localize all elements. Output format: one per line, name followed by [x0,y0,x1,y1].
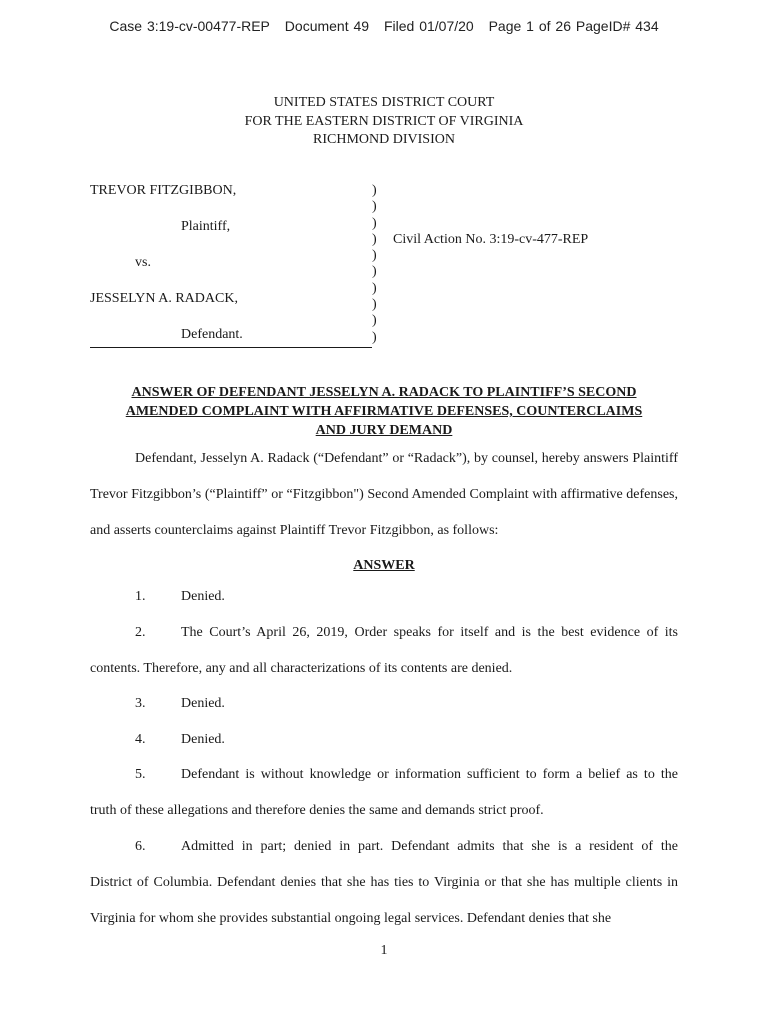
paragraph-text: Denied. [181,589,225,604]
paragraph-number: 5. [135,767,146,782]
civil-action-number: Civil Action No. 3:19-cv-477-REP [393,232,589,247]
versus: vs. [135,255,151,270]
defendant-name: JESSELYN A. RADACK, [90,291,238,306]
paragraph-text: Admitted in part; denied in part. Defendant admits that she is a resident of the [181,839,678,854]
paragraph-number: 3. [135,696,146,711]
court-heading [0,94,768,150]
answer-paragraph-2-continued: contents. Therefore, any and all characterizations of its contents are denied. [90,661,513,676]
answer-paragraph-4 [135,722,678,758]
title-line-2: AMENDED COMPLAINT WITH AFFIRMATIVE DEFENSES, COUNTERCLAIMS [125,404,643,419]
intro-paragraph: Defendant, Jesselyn A. Radack (“Defendant” or “Radack”), by counsel, hereby answers Plaintiff Trevor Fitzgibbon’s (“Plaintiff” or “Fitzgibbon") Second Amended Complaint with affirmative defenses, and asserts counterclaims against Plaintiff Trevor Fitzgibbon, as follows: [90,451,678,538]
paragraph-number: 2. [135,625,146,640]
title-line-3: AND JURY DEMAND [315,423,453,438]
title-line-1: ANSWER OF DEFENDANT JESSELYN A. RADACK TO PLAINTIFF’S SECOND [131,385,637,400]
court-line-1: UNITED STATES DISTRICT COURT [273,95,495,110]
filed-date: Filed 01/07/20 [383,18,474,34]
answer-paragraph-3 [135,686,678,722]
answer-paragraph-6-continued: District of Columbia. Defendant denies that she has ties to Virginia or that she has multiple clients in Virginia for whom she provides substantial ongoing legal services. Defendant denies that she [90,875,678,926]
page-number: 1 [380,943,388,958]
answer-paragraph-5-continued: truth of these allegations and therefore denies the same and demands strict proof. [90,803,544,818]
paragraph-text: Denied. [181,732,225,747]
caption-parentheses: ) ) ) ) ) ) ) ) ) ) [372,183,377,345]
paragraph-number: 1. [135,589,146,604]
answer-heading: ANSWER [353,558,415,573]
court-line-2: FOR THE EASTERN DISTRICT OF VIRGINIA [244,113,524,129]
case-caption [90,183,372,348]
paragraph-text: The Court’s April 26, 2019, Order speaks for itself and is the best evidence of its [181,625,678,640]
paragraph-text: Defendant is without knowledge or information sufficient to form a belief as to the [181,767,678,782]
paragraph-number: 6. [135,839,146,854]
ecf-header [0,18,768,34]
plaintiff-name: TREVOR FITZGIBBON, [90,183,237,198]
answer-paragraph-6 [135,829,678,865]
answer-paragraph-2 [135,615,678,651]
document-title [0,383,768,440]
paragraph-number: 4. [135,732,146,747]
paragraph-text: Denied. [181,696,225,711]
answer-paragraph-1 [135,579,678,615]
document-number: Document 49 [284,18,370,34]
court-line-3: RICHMOND DIVISION [313,132,455,147]
case-number: Case 3:19-cv-00477-REP [109,18,270,34]
page-info: Page 1 of 26 PageID# 434 [488,18,659,34]
answer-paragraph-5 [135,757,678,793]
plaintiff-role: Plaintiff, [181,219,231,234]
defendant-role: Defendant. [181,327,243,342]
